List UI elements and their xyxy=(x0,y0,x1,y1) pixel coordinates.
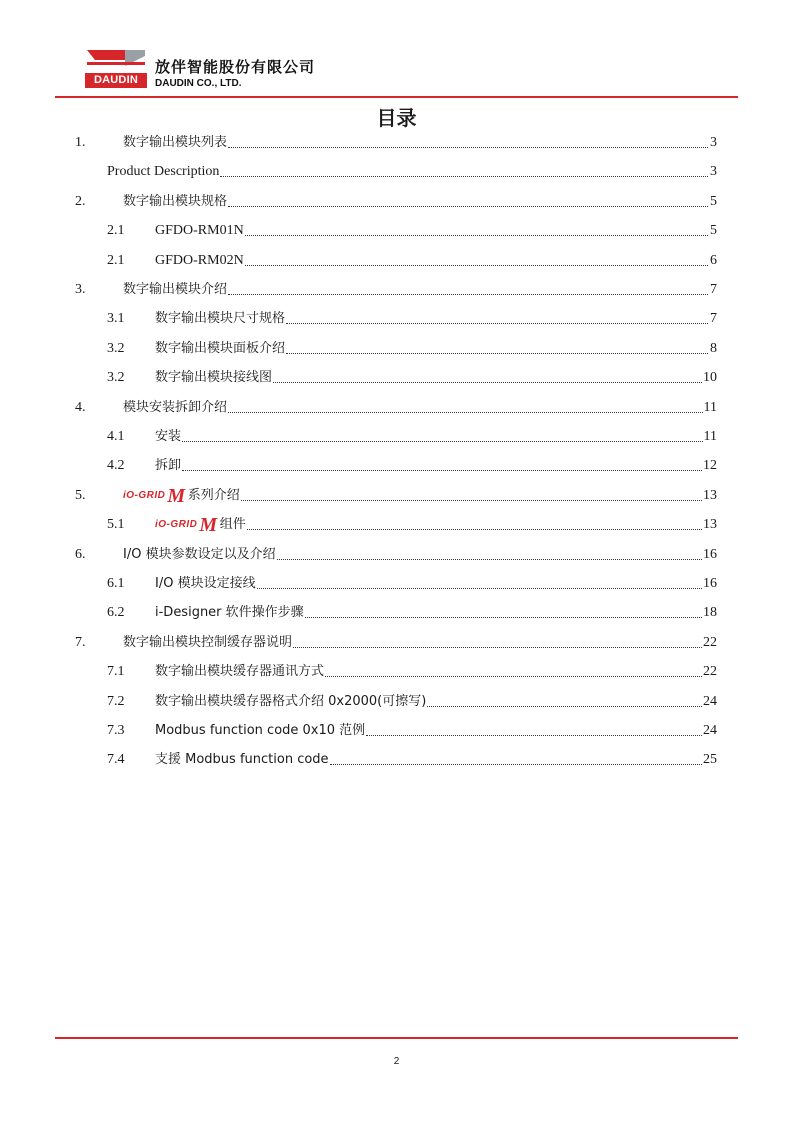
toc-leader-dots xyxy=(182,441,703,442)
toc-entry-number: 6. xyxy=(75,546,86,562)
toc-entry-number: 5. xyxy=(75,487,86,503)
toc-entry-title xyxy=(123,280,227,300)
toc-leader-dots xyxy=(366,735,702,736)
toc-entry-label: 数字输出模块列表 xyxy=(123,135,228,150)
toc-entry-number: 3. xyxy=(75,282,86,297)
toc-leader-dots xyxy=(286,323,708,324)
toc-entry-title xyxy=(123,545,276,565)
toc-entry-number: 3.2 xyxy=(107,340,125,356)
toc-entry-page: 16 xyxy=(703,546,717,562)
toc-entry[interactable] xyxy=(75,633,717,653)
toc-entry[interactable] xyxy=(107,368,717,388)
toc-entry-title xyxy=(123,633,292,653)
toc-entry-page: 7 xyxy=(710,282,717,297)
toc-leader-dots xyxy=(220,176,708,177)
toc-entry-page: 24 xyxy=(703,723,717,738)
toc-entry[interactable] xyxy=(107,574,717,594)
toc-entry-number: 7.1 xyxy=(107,664,125,680)
toc-entry-number: 2.1 xyxy=(107,252,125,268)
toc-entry-title xyxy=(155,221,244,241)
toc-entry-number: 3.2 xyxy=(107,370,125,386)
toc-entry[interactable] xyxy=(75,162,717,182)
toc-entry-title xyxy=(155,662,324,682)
toc-entry-label: 数字输出模块缓存器通讯方式 xyxy=(155,664,325,680)
toc-entry-label: 系列介绍 xyxy=(187,487,240,503)
toc-entry-title xyxy=(155,456,181,476)
brand-text: iO-GRID xyxy=(123,489,166,501)
toc-leader-dots xyxy=(182,470,702,471)
toc-entry[interactable] xyxy=(75,398,717,418)
toc-entry-page: 7 xyxy=(710,311,717,327)
toc-entry[interactable] xyxy=(107,603,717,623)
toc-entry[interactable] xyxy=(107,721,717,741)
toc-entry-number: 7. xyxy=(75,634,86,650)
toc-leader-dots xyxy=(241,500,702,501)
toc-entry-number: 2. xyxy=(75,193,86,209)
toc-entry-title xyxy=(123,486,240,506)
toc-entry-page: 5 xyxy=(710,193,717,209)
toc-entry-page: 22 xyxy=(703,634,717,650)
toc-entry-number: 6.2 xyxy=(107,605,125,621)
toc-leader-dots xyxy=(427,706,702,707)
toc-entry-title xyxy=(155,368,272,388)
toc-entry[interactable] xyxy=(75,133,717,153)
toc-entry[interactable] xyxy=(107,456,717,476)
toc-entry-page: 3 xyxy=(710,135,717,150)
toc-entry-page: 8 xyxy=(710,340,717,356)
toc-entry-number: 4.2 xyxy=(107,458,125,474)
toc-entry-label: 支援 Modbus function code xyxy=(155,752,329,768)
toc-entry[interactable] xyxy=(75,486,717,506)
toc-entry-label: 数字输出模块面板介绍 xyxy=(155,340,286,356)
toc-entry-title xyxy=(155,574,256,594)
toc-entry-title xyxy=(155,721,365,741)
toc-entry-number: 1. xyxy=(75,135,86,150)
logo-text: DAUDIN xyxy=(85,73,147,88)
toc-entry-label: 数字输出模块尺寸规格 xyxy=(155,311,286,327)
toc-leader-dots xyxy=(330,764,702,765)
toc-leader-dots xyxy=(245,265,708,266)
toc-leader-dots xyxy=(325,676,702,677)
toc-entry[interactable] xyxy=(107,750,717,770)
toc-leader-dots xyxy=(228,147,708,148)
toc-entry-page: 24 xyxy=(703,693,717,709)
toc-entry-page: 13 xyxy=(703,487,717,503)
toc-entry-title xyxy=(155,339,285,359)
brand-m: M xyxy=(167,484,186,507)
toc-entry-title xyxy=(155,603,304,623)
toc-entry-page: 6 xyxy=(710,252,717,268)
toc-entry[interactable] xyxy=(75,280,717,300)
toc-entry-page: 11 xyxy=(703,399,717,415)
brand-text: iO-GRID xyxy=(155,519,198,531)
toc-entry-page: 11 xyxy=(703,429,717,444)
toc-leader-dots xyxy=(293,647,702,648)
toc-entry[interactable] xyxy=(107,339,717,359)
toc-entry[interactable] xyxy=(107,427,717,447)
toc-entry-label: 数字输出模块介绍 xyxy=(123,282,228,297)
toc-entry-page: 3 xyxy=(710,164,717,180)
toc-entry-label: Modbus function code 0x10 范例 xyxy=(155,723,366,738)
toc-entry-page: 16 xyxy=(703,576,717,591)
toc-entry-title xyxy=(107,162,219,182)
toc-entry-title xyxy=(155,515,246,535)
toc-entry-page: 5 xyxy=(710,223,717,239)
toc-entry-title xyxy=(155,750,329,770)
toc-entry-number: 7.4 xyxy=(107,752,125,768)
toc-entry-number: 3.1 xyxy=(107,311,125,327)
toc-leader-dots xyxy=(247,529,702,530)
brand-m: M xyxy=(199,514,218,537)
toc-entry[interactable] xyxy=(107,251,717,271)
footer-divider xyxy=(55,1037,738,1039)
toc-entry[interactable] xyxy=(107,221,717,241)
toc-entry-title xyxy=(123,398,227,418)
toc-entry-label: 数字输出模块规格 xyxy=(123,193,228,209)
daudin-logo xyxy=(85,46,147,90)
toc-entry-title xyxy=(123,133,227,153)
toc-entry-label: 模块安装拆卸介绍 xyxy=(123,399,228,415)
toc-entry[interactable] xyxy=(107,309,717,329)
toc-entry-title xyxy=(155,427,181,447)
toc-entry-label: 数字输出模块缓存器格式介绍 0x2000(可擦写) xyxy=(155,693,427,709)
toc-entry-number: 2.1 xyxy=(107,223,125,239)
toc-entry-page: 22 xyxy=(703,664,717,680)
toc-entry-label: I/O 模块参数设定以及介绍 xyxy=(123,546,276,562)
toc-leader-dots xyxy=(228,412,703,413)
toc-entry-number: 4. xyxy=(75,399,86,415)
toc-entry[interactable] xyxy=(107,515,717,535)
toc-entry-label: I/O 模块设定接线 xyxy=(155,576,256,591)
toc-entry[interactable] xyxy=(75,192,717,212)
toc-entry-label: GFDO-RM01N xyxy=(155,223,244,239)
toc-entry-label: i-Designer 软件操作步骤 xyxy=(155,605,304,621)
toc-entry-label: 拆卸 xyxy=(155,458,182,474)
toc-leader-dots xyxy=(257,588,702,589)
toc-leader-dots xyxy=(245,235,708,236)
toc-entry-page: 12 xyxy=(703,458,717,474)
page-title: 目录 xyxy=(376,106,417,130)
toc-entry[interactable] xyxy=(107,692,717,712)
toc-entry-number: 7.2 xyxy=(107,693,125,709)
toc-entry-number: 6.1 xyxy=(107,576,125,591)
toc-entry-title xyxy=(155,251,244,271)
toc-entry-label: GFDO-RM02N xyxy=(155,252,244,268)
toc-entry-title xyxy=(155,692,426,712)
company-name-en: DAUDIN CO., LTD. xyxy=(155,78,242,89)
io-grid-m-logo xyxy=(123,486,186,506)
toc-leader-dots xyxy=(273,382,702,383)
toc-entry-page: 18 xyxy=(703,605,717,621)
toc-entry-number: 5.1 xyxy=(107,517,125,533)
toc-entry-title xyxy=(123,192,227,212)
page-number: 2 xyxy=(393,1056,400,1067)
company-name-cn: 放伴智能股份有限公司 xyxy=(155,58,316,76)
header-divider xyxy=(55,96,738,98)
toc-entry-number: 7.3 xyxy=(107,723,125,738)
toc-entry-page: 25 xyxy=(703,752,717,768)
toc-entry-page: 13 xyxy=(703,517,717,533)
toc-entry-label: 安装 xyxy=(155,429,182,444)
io-grid-m-logo xyxy=(155,515,218,535)
toc-entry-label: 组件 xyxy=(219,517,246,533)
toc-entry-label: 数字输出模块控制缓存器说明 xyxy=(123,634,293,650)
toc-entry[interactable] xyxy=(107,662,717,682)
toc-entry-label: Product Description xyxy=(107,164,220,180)
toc-entry-number: 4.1 xyxy=(107,429,125,444)
toc-leader-dots xyxy=(277,559,702,560)
toc-entry-page: 10 xyxy=(703,370,717,386)
toc-entry-label: 数字输出模块接线图 xyxy=(155,370,273,386)
toc-entry[interactable] xyxy=(75,545,717,565)
toc-leader-dots xyxy=(228,294,708,295)
toc-leader-dots xyxy=(228,206,708,207)
toc-entry-title xyxy=(155,309,285,329)
toc-leader-dots xyxy=(286,353,708,354)
toc-leader-dots xyxy=(305,617,702,618)
